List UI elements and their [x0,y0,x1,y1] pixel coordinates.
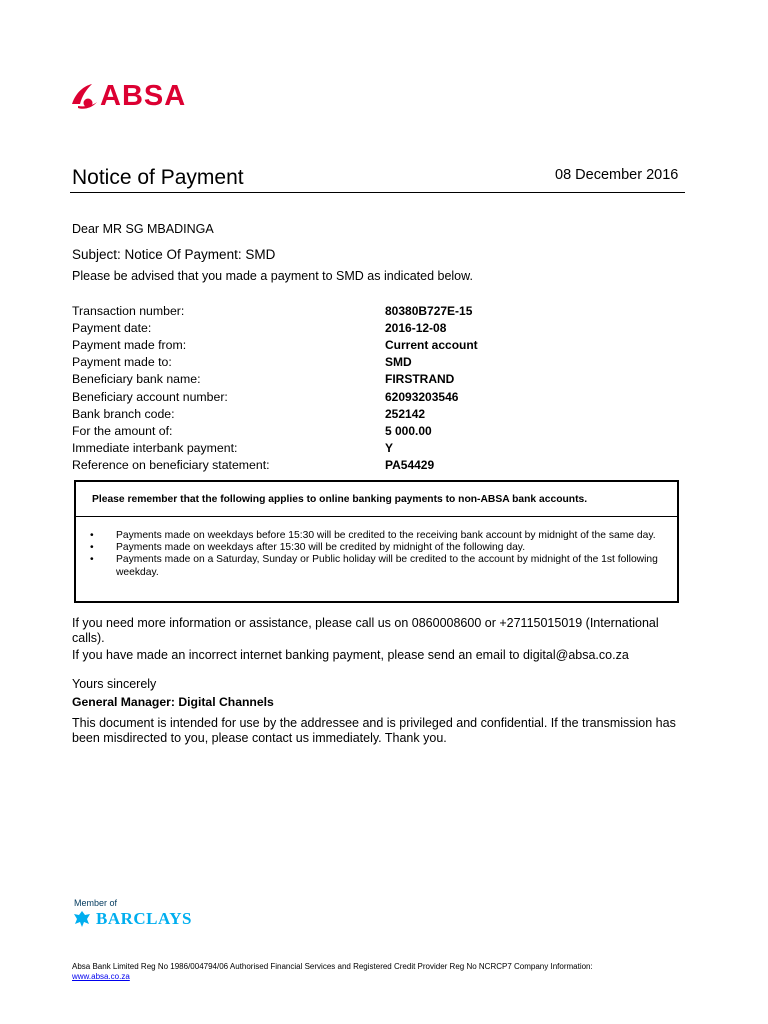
list-item-text: Payments made on weekdays after 15:30 will be credited by midnight of the following day. [116,542,526,554]
header-divider [70,192,685,193]
footer-text: Absa Bank Limited Reg No 1986/004794/06 Authorised Financial Services and Registered Credit Provider Reg No NCRCP7 Company Information: [72,962,593,971]
detail-row [72,388,692,405]
detail-row [72,319,692,336]
contact-paragraph: If you need more information or assistance, please call us on 0860008600 or +27115015019 (International calls). [72,616,659,645]
barclays-logo [72,909,192,929]
detail-label: Immediate interbank payment: [72,441,238,456]
payment-details [72,302,692,474]
absa-website-link[interactable]: www.absa.co.za [72,972,130,981]
absa-logo-text: ABSA [100,80,187,112]
detail-value: 62093203546 [385,389,459,404]
detail-value: 252142 [385,406,426,421]
signatory: General Manager: Digital Channels [72,695,274,709]
greeting: Dear MR SG MBADINGA [72,222,214,236]
list-item-text: Payments made on weekdays before 15:30 will be credited to the receiving bank account by midnight of the same day. [116,530,656,541]
list-item [90,542,670,554]
barclays-text: BARCLAYS [96,909,192,928]
detail-label: Payment made to: [72,355,172,370]
list-item [90,530,670,542]
notice-heading: Please remember that the following applies to online banking payments to non-ABSA bank accounts. [76,482,677,517]
detail-label: Beneficiary bank name: [72,372,201,387]
detail-label: Beneficiary account number: [72,389,228,404]
absa-swoosh-icon [70,82,98,112]
notice-box [74,480,679,603]
detail-value: SMD [385,355,412,370]
detail-row [72,354,692,371]
incorrect-payment-paragraph: If you have made an incorrect internet banking payment, please send an email to digital@absa.co.za [72,648,629,662]
member-of-label: Member of [74,898,118,908]
notice-list [90,530,670,579]
detail-value: Y [385,441,394,456]
detail-row [72,440,692,457]
bullet: • [90,530,94,541]
absa-logo [70,80,186,113]
eagle-icon [72,909,92,929]
detail-row [72,405,692,422]
detail-label: Bank branch code: [72,406,175,421]
detail-row [72,336,692,353]
detail-value: FIRSTRAND [385,372,455,387]
bullet: • [90,554,94,566]
detail-row [72,302,692,319]
disclaimer: This document is intended for use by the addressee and is privileged and confidential. If the transmission has been misdirected to you, please contact us immediately. Thank you. [72,716,676,745]
list-item-text: Payments made on a Saturday, Sunday or Public holiday will be credited to the account by midnight of the 1st following weekday. [116,554,658,578]
detail-label: Reference on beneficiary statement: [72,458,270,473]
detail-value: 5 000.00 [385,423,432,438]
detail-label: Payment date: [72,320,152,335]
detail-value: 2016-12-08 [385,320,447,335]
detail-row [72,422,692,439]
bullet: • [90,542,94,554]
notice-date: 08 December 2016 [555,167,679,183]
closing: Yours sincerely [72,677,157,691]
detail-label: Payment made from: [72,337,187,352]
subject-line: Subject: Notice Of Payment: SMD [72,247,276,262]
detail-row [72,457,692,474]
list-item [90,554,670,578]
detail-label: For the amount of: [72,423,173,438]
advice-text: Please be advised that you made a payment to SMD as indicated below. [72,269,473,283]
detail-value: Current account [385,337,478,352]
detail-label: Transaction number: [72,303,185,318]
detail-value: 80380B727E-15 [385,303,473,318]
detail-row [72,371,692,388]
detail-value: PA54429 [385,458,435,473]
page-title: Notice of Payment [72,166,244,189]
